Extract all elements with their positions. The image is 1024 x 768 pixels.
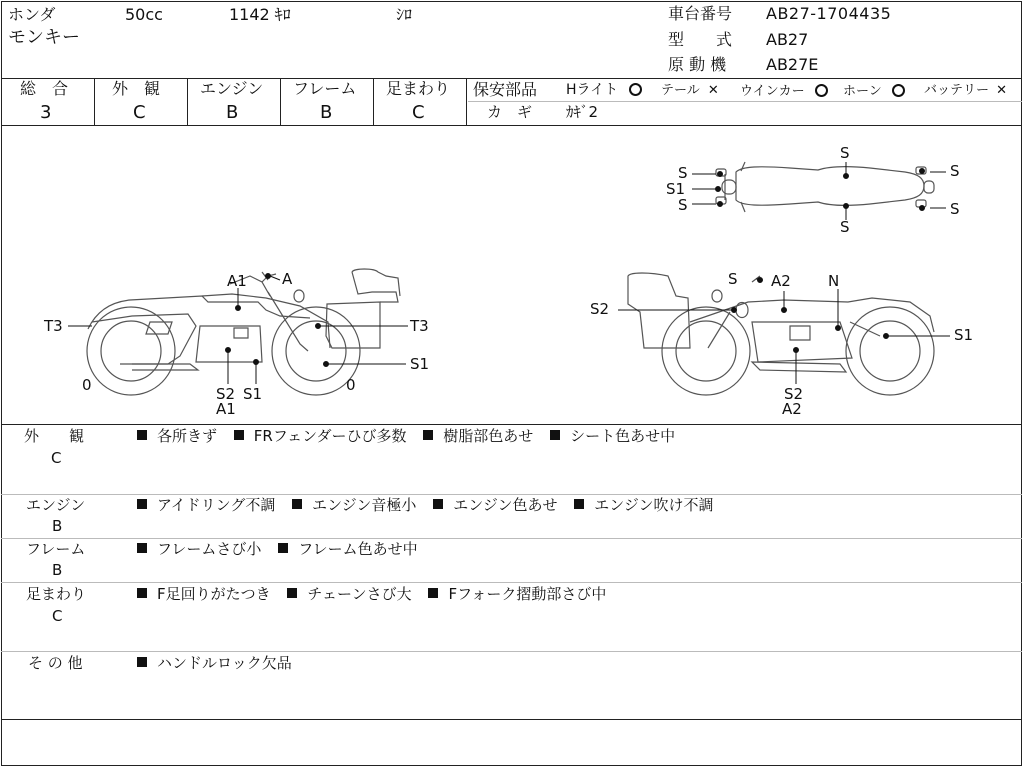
rating-label-suspension: 足まわり [386,79,451,98]
comment-item: エンジン色あせ [453,496,558,514]
comment-item: エンジン音極小 [312,496,417,514]
diagram-label: S1 [243,385,263,403]
displacement: 50cc [125,5,163,24]
safety-item-tail [661,84,719,97]
safety-item-headlight [566,83,642,97]
diagram-label: S [840,144,850,162]
comment-label: 足まわり [26,585,87,603]
frame-no-label: 車台番号 [668,4,733,23]
rating-value-engine: B [226,102,239,123]
bullet-square-icon [137,543,147,553]
bullet-square-icon [292,499,302,509]
diagram-label: S2 [216,385,236,403]
comment-items [137,498,726,513]
comment-grade: C [52,607,63,625]
rating-label-exterior: 外 観 [112,79,161,98]
key-label: カ ギ [487,103,533,121]
comment-item: チェーンさび大 [307,585,412,603]
comment-label: エンジン [26,496,86,514]
circle-check-icon [892,84,905,97]
safety-item-battery [924,84,1007,97]
diagram-label: S [728,270,738,288]
comment-items [137,587,618,602]
diagram-label: S2 [590,300,610,318]
model-name: モンキー [8,27,80,48]
diagram-label: S1 [954,326,974,344]
diagram-label: S1 [410,355,430,373]
safety-item-label: Hライト [566,82,619,98]
bullet-square-icon [423,430,433,440]
cross-mark-icon: ✕ [996,83,1008,98]
comment-item: FRフェンダーひび多数 [253,427,407,445]
rating-label-frame: フレーム [293,79,357,98]
diagram-label: S [678,196,688,214]
comment-item: 樹脂部色あせ [443,427,534,445]
diagram-label: A [282,270,293,288]
bullet-square-icon [287,588,297,598]
diagram-label: A1 [216,400,236,418]
rating-value-frame: B [320,102,333,123]
mileage: 1142 ｷﾛ [229,5,291,24]
comment-label: そ の 他 [28,654,83,672]
diagram-label: 0 [346,376,356,394]
bullet-square-icon [137,588,147,598]
diagram-label: T3 [410,317,429,335]
diagram-label: N [828,272,840,290]
comment-item: フレームさび小 [157,540,262,558]
rating-value-suspension: C [412,102,425,123]
safety-parts-label: 保安部品 [473,80,538,99]
diagram-label: S2 [784,385,804,403]
comment-item: シート色あせ中 [570,427,676,445]
safety-item-horn [843,84,905,98]
maker: ホンダ [8,5,56,24]
color: ｼﾛ [396,5,413,24]
comment-label: 外 観 [24,427,85,445]
circle-check-icon [815,84,828,97]
comment-item: エンジン吹け不調 [594,496,714,514]
rating-label-overall: 総 合 [20,79,69,98]
bullet-square-icon [574,499,584,509]
diagram-label: 0 [82,376,92,394]
comment-item: ハンドルロック欠品 [157,654,292,672]
damage-diagram [0,126,1022,424]
diagram-label: S [950,162,960,180]
comment-item: アイドリング不調 [157,496,276,514]
bullet-square-icon [278,543,288,553]
diagram-label: A2 [771,272,791,290]
rating-label-engine: エンジン [200,79,264,98]
safety-item-label: ホーン [843,84,882,99]
bullet-square-icon [234,430,244,440]
bullet-square-icon [428,588,438,598]
diagram-label: A1 [227,272,247,290]
bullet-square-icon [433,499,443,509]
top-view-bike [716,162,934,212]
diagram-label: A2 [782,400,802,418]
safety-item-label: ウインカー [740,84,805,99]
comment-label: フレーム [26,540,86,558]
diagram-label: S1 [666,180,686,198]
comment-item: F足回りがたつき [157,585,271,603]
diagram-label: S [678,164,688,182]
rating-value-overall: 3 [40,102,52,123]
engine-value: AB27E [766,55,819,74]
rating-value-exterior: C [133,102,146,123]
comment-item: Fフォーク摺動部さび中 [448,585,607,603]
diagram-label: S [840,218,850,236]
circle-check-icon [629,83,642,96]
key-value: ｶｷﾞ2 [566,103,599,121]
type-value: AB27 [766,30,809,49]
cross-mark-icon: ✕ [707,83,719,98]
safety-item-label: テール [661,83,700,98]
type-label: 型 式 [668,30,733,49]
comment-items [137,542,430,557]
bullet-square-icon [137,499,147,509]
comment-items [137,656,304,671]
comment-grade: B [52,561,63,579]
comment-items [137,429,687,444]
bullet-square-icon [137,657,147,667]
comment-item: フレーム色あせ中 [298,540,418,558]
comment-grade: B [52,517,63,535]
safety-item-label: バッテリー [924,83,990,98]
safety-item-winker [740,84,828,98]
diagram-label: T3 [44,317,63,335]
comment-grade: C [51,449,62,467]
frame-no: AB27-1704435 [766,4,892,23]
bullet-square-icon [550,430,560,440]
engine-label: 原 動 機 [668,55,727,74]
bullet-square-icon [137,430,147,440]
diagram-label: S [950,200,960,218]
comment-item: 各所きず [157,427,218,445]
